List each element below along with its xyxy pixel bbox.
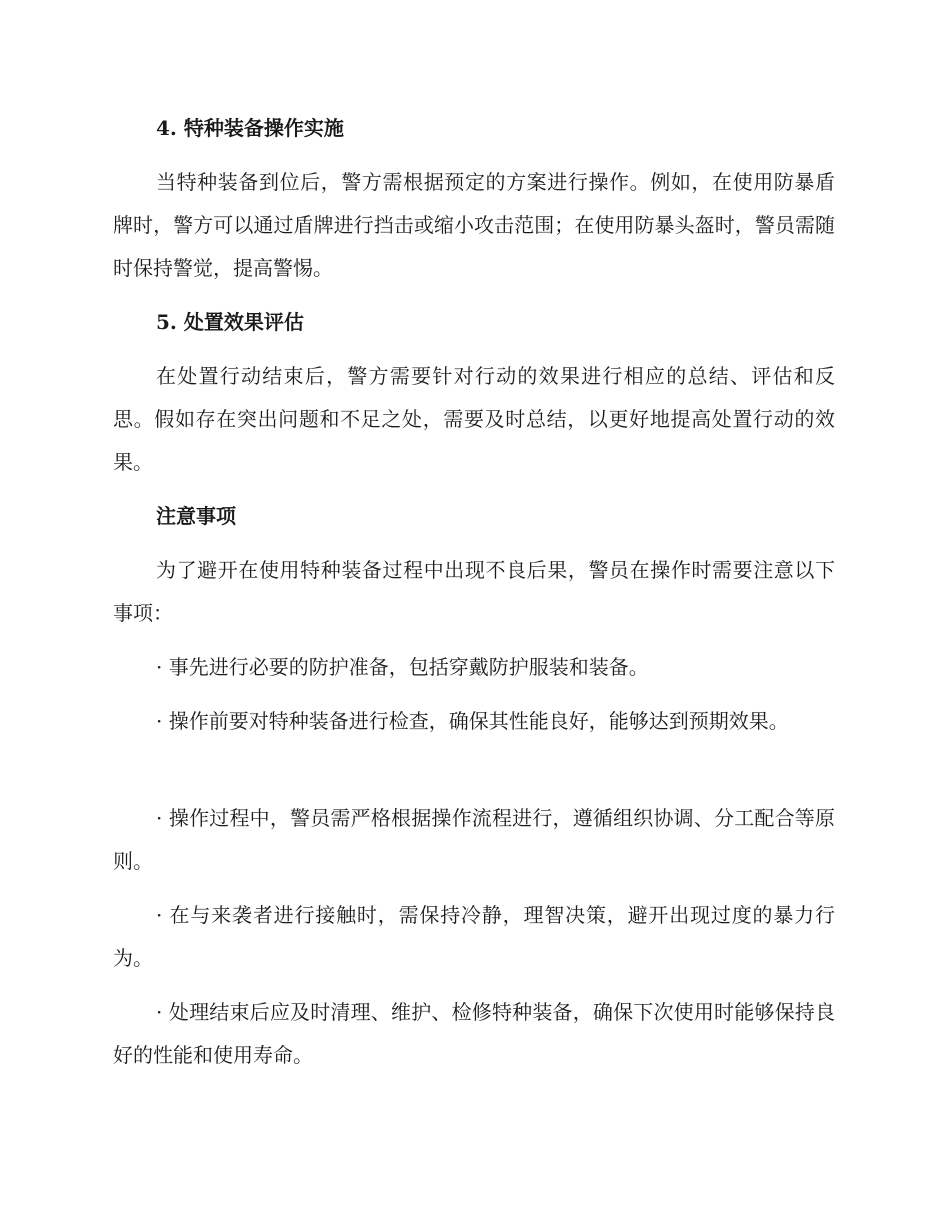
section-heading-evaluation: 5. 处置效果评估 <box>156 310 304 334</box>
list-item-maintenance: · 处理结束后应及时清理、维护、检修特种装备，确保下次使用时能够保持良好的性能和使用寿命。 <box>113 1000 835 1067</box>
list-item-contact: · 在与来袭者进行接触时，需保持冷静，理智决策，避开出现过度的暴力行为。 <box>113 903 835 970</box>
section-heading-operation: 4. 特种装备操作实施 <box>156 116 344 140</box>
list-item-inspection: · 操作前要对特种装备进行检查，确保其性能良好，能够达到预期效果。 <box>156 709 789 733</box>
paragraph-operation: 当特种装备到位后，警方需根据预定的方案进行操作。例如，在使用防暴盾牌时，警方可以通过盾牌进行挡击或缩小攻击范围；在使用防暴头盔时，警员需随时保持警觉，提高警惕。 <box>113 170 835 280</box>
list-item-protection: · 事先进行必要的防护准备，包括穿戴防护服装和装备。 <box>156 655 649 679</box>
paragraph-evaluation: 在处置行动结束后，警方需要针对行动的效果进行相应的总结、评估和反思。假如存在突出问题和不足之处，需要及时总结，以更好地提高处置行动的效果。 <box>113 364 835 474</box>
paragraph-notes-intro: 为了避开在使用特种装备过程中出现不良后果，警员在操作时需要注意以下事项： <box>113 558 835 625</box>
section-heading-notes: 注意事项 <box>156 504 236 528</box>
list-item-procedure: · 操作过程中，警员需严格根据操作流程进行，遵循组织协调、分工配合等原则。 <box>113 806 835 873</box>
